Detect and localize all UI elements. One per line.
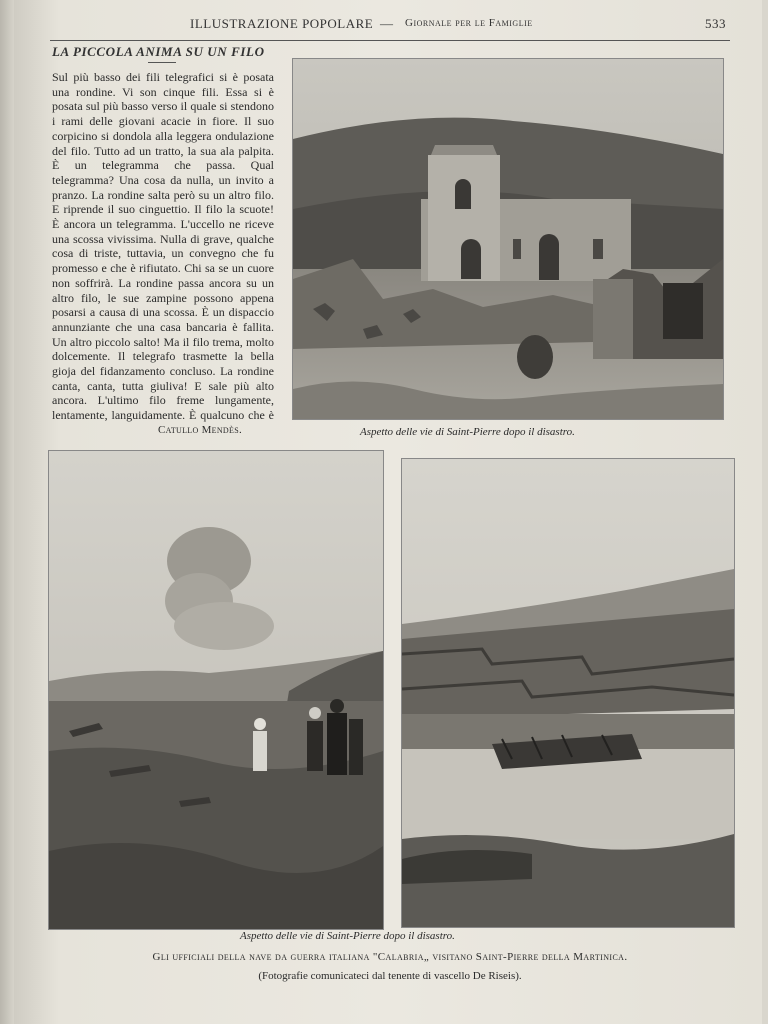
article-author: Catullo Mendès.: [158, 424, 243, 436]
main-caption: Gli ufficiali della nave da guerra italiana "Calabria„ visitano Saint-Pierre della Martinica.: [152, 951, 628, 963]
header-rule: [50, 40, 730, 41]
title-underline: [148, 62, 176, 63]
page-spine: [0, 0, 14, 1024]
header-separator: —: [380, 16, 394, 31]
devastated-shore-photo: [401, 458, 735, 928]
top-photo-caption: Aspetto delle vie di Saint-Pierre dopo il disastro.: [360, 426, 575, 438]
eruption-and-officers-photo: [48, 450, 384, 930]
photo-credit: (Fotografie comunicateci dal tenente di vascello De Riseis).: [258, 970, 522, 982]
article-title: LA PICCOLA ANIMA SU UN FILO: [52, 44, 265, 59]
bottom-photos-caption: Aspetto delle vie di Saint-Pierre dopo il disastro.: [240, 930, 455, 942]
publication-subtitle: Giornale per le Famiglie: [405, 17, 533, 29]
article-body: Sul più basso dei fili telegrafici si è posata una rondine. Vi son cinque fili. Essa si è posata sul più basso verso il quale si stendono i rami delle giovani acacie in fiore. Il suo corpicino si dondola alla leggera ondulazione del filo. Tutto ad un tratto, la sua ala palpita. È un telegramma che passa. Qual telegramma? Una cosa da nulla, un invito a pranzo. La rondine salta però su un altro filo. E riprende il suo cinguettio. Il filo la scuote! È ancora un telegramma. L'uccello ne riceve una scossa vivissima. Nulla di grave, qualche cosa di triste, tuttavia, un convegno che fu promesso e che è rifiutato. Chi sa se un cuore non soffrirà. La rondine passa ancora su un altro filo, le sue zampine possono appena posarsi a causa di una scossa. È un dispaccio annunziante che una casa bancaria è fallita. Un altro piccolo salto! Ma il filo trema, molto dolcemente. Il telegrafo trasmette la bella gioja del fidanzamento concluso. La rondine canta, canta, tutta giuliva! E sale più alto ancora. L'ultimo filo freme lungamente, lentamente, languidamente. È qualcuno che è: [52, 70, 274, 422]
publication-name: ILLUSTRAZIONE POPOLARE: [190, 16, 374, 31]
page-number: 533: [705, 16, 726, 31]
ruins-of-church-photo: [292, 58, 724, 420]
page-header: [190, 16, 730, 36]
